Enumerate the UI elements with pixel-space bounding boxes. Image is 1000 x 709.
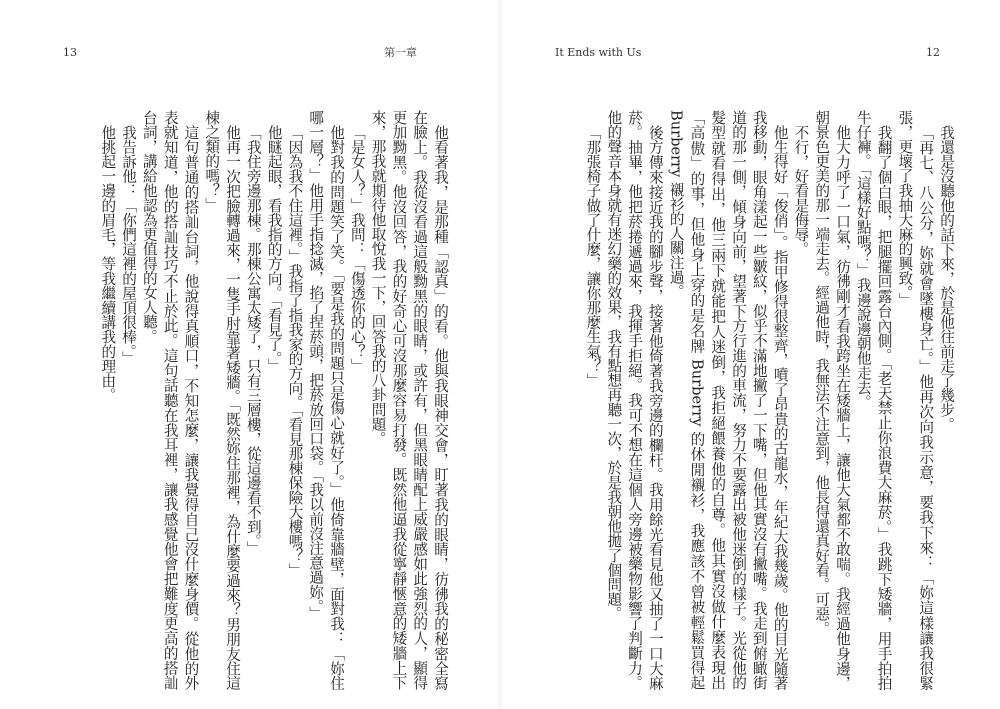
paragraph: 他再一次把臉轉過來，一隻手肘靠著矮牆。「既然妳住那裡，為什麼要過來？男朋友住這棟之類的嗎？」 (203, 110, 242, 690)
paragraph: 不行，好看是侮辱。 (792, 124, 810, 256)
paragraph: 他對我的問題笑了笑。「要是我的問題只是傷心就好了。」他倚靠牆壁，面對我：「妳住哪一層？」他用手指捻滅，掐了捏菸頭，把菸放回口袋。「我以前沒注意過妳。」 (307, 110, 346, 690)
paragraph: 「因為我不住這裡。」我指了指我家的方向。「看見那棟保險大樓嗎？」 (286, 124, 304, 578)
paragraph: 我告訴他：「你們這裡的屋頂很棒。」 (120, 124, 138, 366)
paragraph: 我還是沒聽他的話下來，於是他往前走了幾步。 (938, 124, 955, 432)
paragraph: 「再七、八公分，妳就會墜樓身亡。」他再次向我示意，要我下來：「妳這樣讓我很緊張，更壞了我抽大麻的興致。」 (896, 110, 935, 690)
paragraph: 這句普通的搭訕台詞，他說得真順口，不知怎麼，讓我覺得自己沒什麼身價。從他的外表就知道，他的搭訕技巧不止於此。這句話聽在我耳裡，讓我感覺他會把難度更高的搭訕台詞，講給他認為更值得的女人聽。 (140, 110, 200, 690)
paragraph: 他挑起一邊的眉毛，等我繼續講我的理由。 (99, 124, 117, 402)
paragraph: 「那張椅子做了什麼，讓你那麼生氣？」 (584, 124, 602, 388)
paragraph: 他生得好「俊俏」。指甲修得很整齊，噴了昂貴的古龍水，年紀大我幾歲。他的目光隨著我移動，眼角漾起一些皺紋，似乎不滿地撇了一下嘴，但他其實沒有撇嘴。我走到俯瞰街道的那一側，傾身向前，望著下方行進的車流，努力不要露出被他迷倒的樣子。光從他的髮型就看得出，他三兩下就能把人迷倒，我拒絕餵養他的自尊。他其實沒做什麼表現出「高傲」的事，但他身上穿的是名牌 Burberry 的休閒襯衫，我應該不曾被輕鬆買得起 Burberry 襯衫的人關注過。 (667, 110, 789, 690)
paragraph: 「我住旁邊那棟。那棟公寓太矮了，只有三層樓，從這邊看不到。」 (244, 124, 262, 556)
running-head-right: It Ends with Us (555, 46, 642, 59)
left-page-body (60, 110, 450, 690)
running-head-left: 第一章 (384, 46, 417, 59)
paragraph: 後方傳來接近我的腳步聲，接著他倚著我旁邊的欄杆。我用餘光看見他又抽了一口大麻菸。抽畢，他把菸捲遞過來，我揮手拒絕。我可不想在這個人旁邊被藥物影響了判斷力。他的聲音本身就有迷幻藥的效果，我有點想再聽一次，於是我朝他拋了個問題。 (605, 110, 664, 690)
page-number-right: 12 (926, 46, 940, 59)
paragraph: 我翻了個白眼，把腿擺回露台內側。「老天禁止你浪費大麻菸。」我跳下矮牆，用手拍拍牛仔褲。「這樣好點嗎？」我邊說邊朝他走去。 (854, 110, 893, 690)
paragraph: 他大力呼了一口氣，彷彿剛才看我跨坐在矮牆上，讓他大氣都不敢喘。我經過他身邊，朝景色更美的那一端走去。經過他時，我無法不注意到，他長得還真好看。可惡。 (813, 110, 852, 690)
paragraph: 他瞇起眼，看我指的方向。「看見了。」 (265, 124, 283, 373)
paragraph: 他看著我，是那種「認真」的看。他與我眼神交會，盯著我的眼睛，彷彿我的秘密全寫在臉上。我從沒看過這般黝黑的眼睛，或許有，但黑眼睛配上威嚴感如此強烈的人，顯得更加黝黑。他沒回答，我的好奇心可沒那麼容易打發。既然他逼我從寧靜愜意的矮牆上下來，那我就期待他取悅我一下，回答我的八卦問題。 (369, 110, 449, 690)
paragraph: 「是女人？」我問：「傷透你的心？」 (348, 124, 366, 373)
right-page-body (562, 110, 956, 690)
right-page (500, 0, 1000, 709)
page-number-left: 13 (63, 46, 77, 59)
